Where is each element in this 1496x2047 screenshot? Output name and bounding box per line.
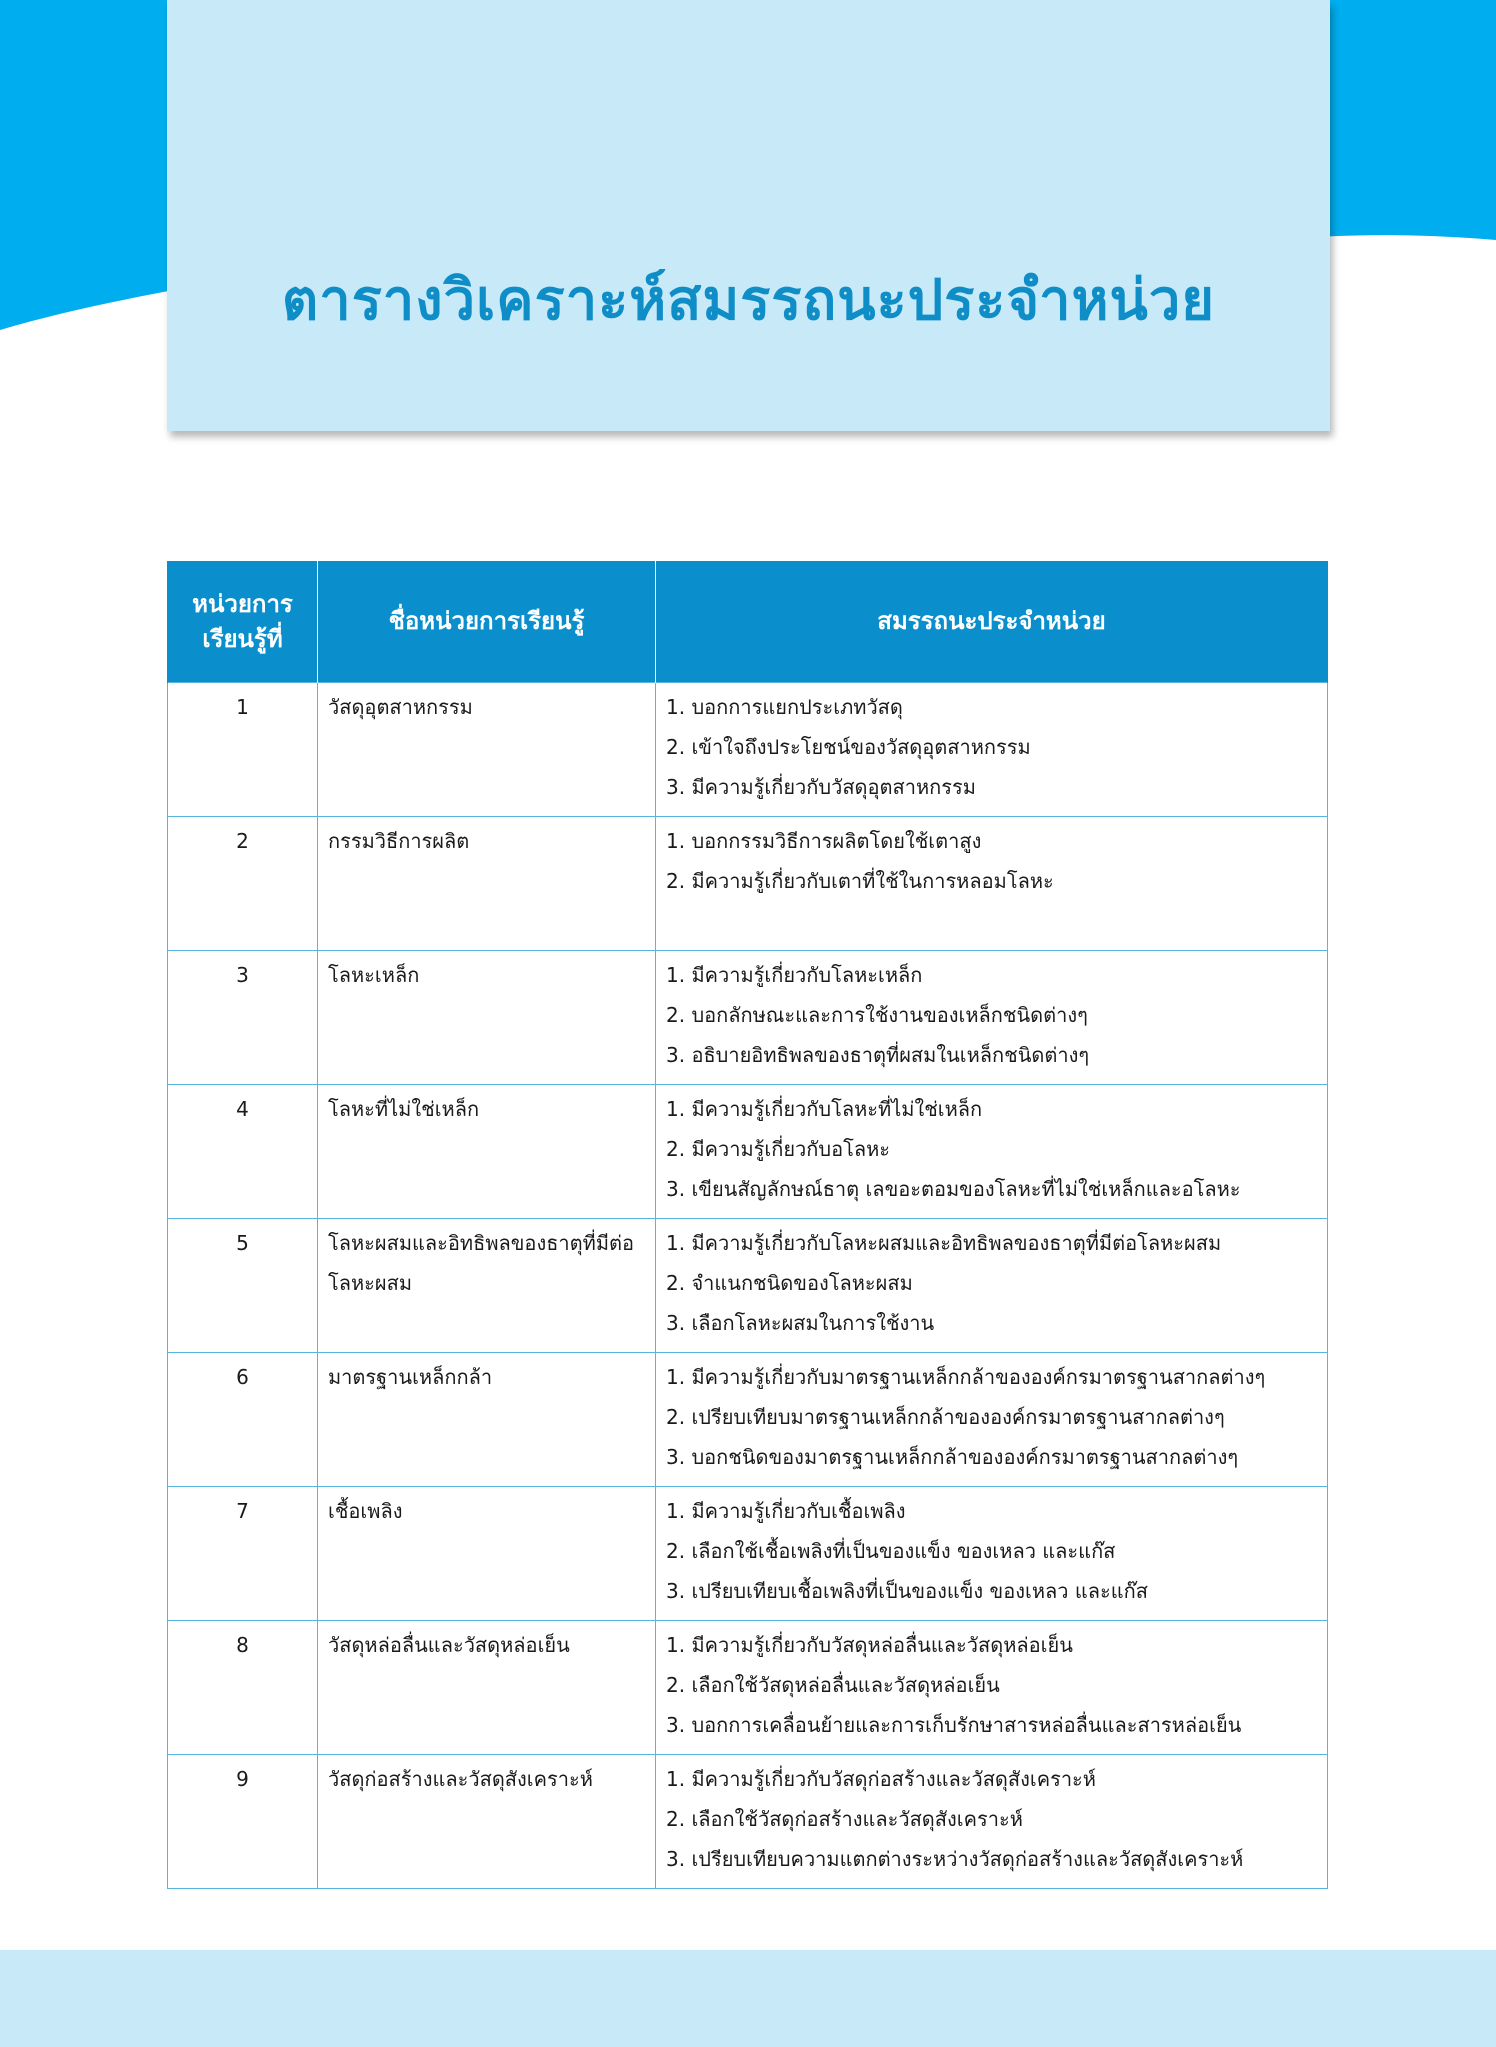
competency-cell [656, 817, 1328, 951]
unit-number-cell: 4 [168, 1085, 318, 1219]
bottom-band [0, 1950, 1496, 2047]
table-row [168, 817, 1328, 951]
competency-item: 2. เปรียบเทียบมาตรฐานเหล็กกล้าขององค์กรมาตรฐานสากลต่างๆ [666, 1405, 1225, 1429]
unit-name-cell: มาตรฐานเหล็กกล้า [318, 1353, 656, 1487]
competency-cell [656, 1621, 1328, 1755]
unit-name-cell: วัสดุหล่อลื่นและวัสดุหล่อเย็น [318, 1621, 656, 1755]
unit-name-cell: กรรมวิธีการผลิต [318, 817, 656, 951]
competency-item: 2. เข้าใจถึงประโยชน์ของวัสดุอุตสาหกรรม [666, 735, 1031, 759]
competency-cell [656, 1353, 1328, 1487]
competency-cell [656, 1219, 1328, 1353]
competency-item: 3. อธิบายอิทธิพลของธาตุที่ผสมในเหล็กชนิดต่างๆ [666, 1043, 1090, 1067]
unit-number-cell: 3 [168, 951, 318, 1085]
unit-name-cell: โลหะเหล็ก [318, 951, 656, 1085]
competency-cell [656, 951, 1328, 1085]
competency-table-container [167, 561, 1327, 1889]
unit-number-cell: 8 [168, 1621, 318, 1755]
competency-item: 2. บอกลักษณะและการใช้งานของเหล็กชนิดต่างๆ [666, 1003, 1088, 1027]
table-row [168, 1755, 1328, 1889]
page-title: ตารางวิเคราะห์สมรรถนะประจำหน่วย [281, 268, 1216, 333]
competency-item: 2. มีความรู้เกี่ยวกับเตาที่ใช้ในการหลอมโลหะ [666, 869, 1054, 893]
competency-item: 1. มีความรู้เกี่ยวกับโลหะเหล็ก [666, 963, 923, 987]
title-card [167, 0, 1330, 431]
competency-item: 3. เปรียบเทียบความแตกต่างระหว่างวัสดุก่อสร้างและวัสดุสังเคราะห์ [666, 1847, 1244, 1871]
unit-name-cell: เชื้อเพลิง [318, 1487, 656, 1621]
table-row [168, 951, 1328, 1085]
competency-item: 3. เลือกโลหะผสมในการใช้งาน [666, 1311, 935, 1335]
unit-number-cell: 5 [168, 1219, 318, 1353]
competency-item: 1. มีความรู้เกี่ยวกับมาตรฐานเหล็กกล้าขององค์กรมาตรฐานสากลต่างๆ [666, 1365, 1266, 1389]
competency-item: 2. จำแนกชนิดของโลหะผสม [666, 1271, 913, 1295]
competency-item: 1. บอกกรรมวิธีการผลิตโดยใช้เตาสูง [666, 829, 982, 853]
competency-item: 1. มีความรู้เกี่ยวกับวัสดุก่อสร้างและวัสดุสังเคราะห์ [666, 1767, 1096, 1791]
table-row [168, 1085, 1328, 1219]
competency-table [167, 561, 1328, 1889]
competency-item: 1. บอกการแยกประเภทวัสดุ [666, 695, 903, 719]
table-row [168, 1353, 1328, 1487]
unit-number-cell: 9 [168, 1755, 318, 1889]
unit-number-cell: 6 [168, 1353, 318, 1487]
unit-name-cell: โลหะผสมและอิทธิพลของธาตุที่มีต่อโลหะผสม [318, 1219, 656, 1353]
competency-item: 1. มีความรู้เกี่ยวกับโลหะที่ไม่ใช่เหล็ก [666, 1097, 983, 1121]
header-competency: สมรรถนะประจำหน่วย [656, 561, 1328, 683]
header-unit-name: ชื่อหน่วยการเรียนรู้ [318, 561, 656, 683]
competency-cell [656, 1085, 1328, 1219]
competency-cell [656, 1755, 1328, 1889]
competency-item: 3. บอกการเคลื่อนย้ายและการเก็บรักษาสารหล่อลื่นและสารหล่อเย็น [666, 1713, 1242, 1737]
competency-item: 2. เลือกใช้วัสดุก่อสร้างและวัสดุสังเคราะห์ [666, 1807, 1023, 1831]
table-row [168, 1219, 1328, 1353]
unit-number-cell: 7 [168, 1487, 318, 1621]
table-row [168, 683, 1328, 817]
competency-item: 3. มีความรู้เกี่ยวกับวัสดุอุตสาหกรรม [666, 775, 976, 799]
unit-name-cell: วัสดุก่อสร้างและวัสดุสังเคราะห์ [318, 1755, 656, 1889]
competency-item: 2. เลือกใช้เชื้อเพลิงที่เป็นของแข็ง ของเหลว และแก๊ส [666, 1539, 1116, 1563]
competency-item: 3. เปรียบเทียบเชื้อเพลิงที่เป็นของแข็ง ของเหลว และแก๊ส [666, 1579, 1148, 1603]
header-unit-number: หน่วยการ เรียนรู้ที่ [168, 561, 318, 683]
competency-item: 3. บอกชนิดของมาตรฐานเหล็กกล้าขององค์กรมาตรฐานสากลต่างๆ [666, 1445, 1239, 1469]
table-row [168, 1621, 1328, 1755]
competency-item: 2. เลือกใช้วัสดุหล่อลื่นและวัสดุหล่อเย็น [666, 1673, 1000, 1697]
competency-cell [656, 1487, 1328, 1621]
competency-cell [656, 683, 1328, 817]
competency-item: 1. มีความรู้เกี่ยวกับโลหะผสมและอิทธิพลของธาตุที่มีต่อโลหะผสม [666, 1231, 1222, 1255]
unit-number-cell: 2 [168, 817, 318, 951]
unit-number-cell: 1 [168, 683, 318, 817]
competency-item: 2. มีความรู้เกี่ยวกับอโลหะ [666, 1137, 891, 1161]
unit-name-cell: โลหะที่ไม่ใช่เหล็ก [318, 1085, 656, 1219]
table-header-row [168, 561, 1328, 683]
competency-item: 1. มีความรู้เกี่ยวกับเชื้อเพลิง [666, 1499, 906, 1523]
unit-name-cell: วัสดุอุตสาหกรรม [318, 683, 656, 817]
table-row [168, 1487, 1328, 1621]
competency-item: 3. เขียนสัญลักษณ์ธาตุ เลขอะตอมของโลหะที่ไม่ใช่เหล็กและอโลหะ [666, 1177, 1241, 1201]
competency-item: 1. มีความรู้เกี่ยวกับวัสดุหล่อลื่นและวัสดุหล่อเย็น [666, 1633, 1073, 1657]
